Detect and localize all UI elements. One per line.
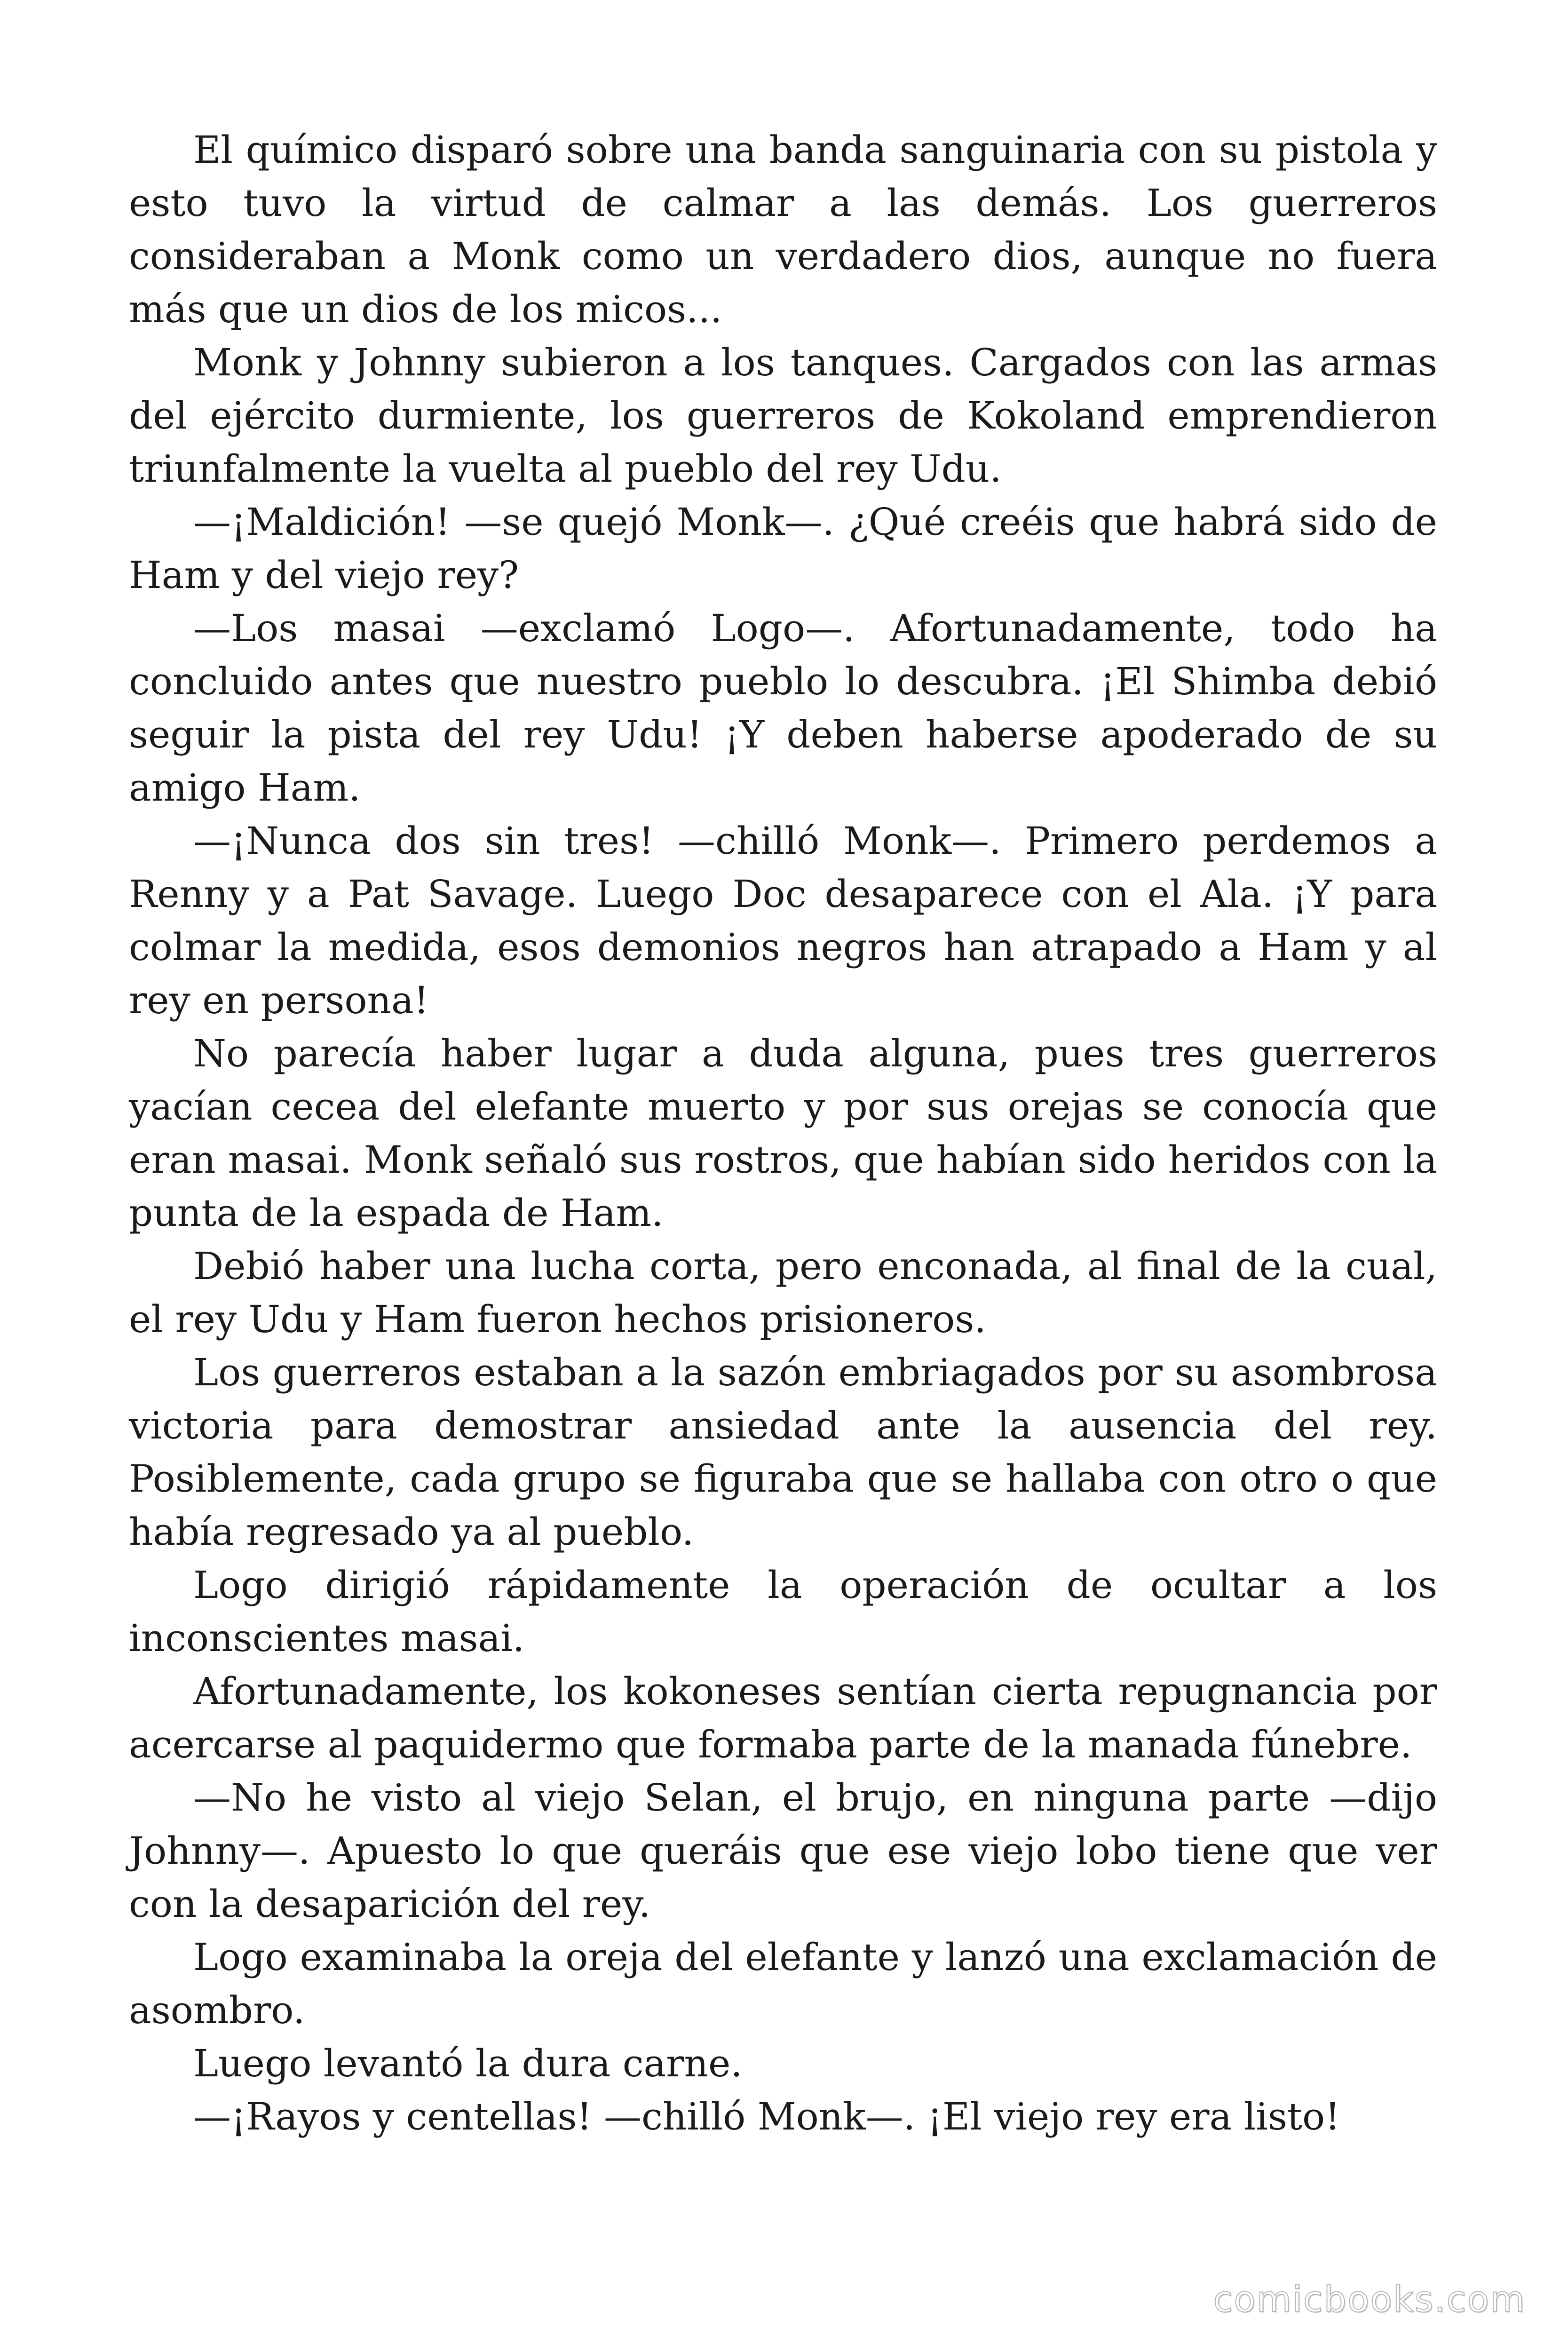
paragraph: —¡Nunca dos sin tres! —chilló Monk—. Primero perdemos a Renny y a Pat Savage. Luego Doc desaparece con el Ala. ¡Y para colmar la medida, esos demonios negros han atrapado a Ham y al rey en persona! [129, 819, 1437, 1022]
paragraph: Logo dirigió rápidamente la operación de ocultar a los inconscientes masai. [129, 1563, 1437, 1660]
paragraph: —¡Rayos y centellas! —chilló Monk—. ¡El viejo rey era listo! [193, 2095, 1340, 2138]
paragraph: —Los masai —exclamó Logo—. Afortunadamente, todo ha concluido antes que nuestro pueblo lo descubra. ¡El Shimba debió seguir la pista del rey Udu! ¡Y deben haberse apoderado de su amigo Ham. [129, 606, 1437, 810]
paragraph: Logo examinaba la oreja del elefante y lanzó una exclamación de asombro. [129, 1935, 1437, 2032]
watermark: comicbooks.com [1213, 2278, 1526, 2320]
paragraph: No parecía haber lugar a duda alguna, pues tres guerreros yacían cecea del elefante muerto y por sus orejas se conocía que eran masai. Monk señaló sus rostros, que habían sido heridos con la punta de la espada de Ham. [129, 1032, 1437, 1235]
paragraph: Luego levantó la dura carne. [193, 2042, 743, 2085]
paragraph: —No he visto al viejo Selan, el brujo, en ninguna parte —dijo Johnny—. Apuesto lo que queráis que ese viejo lobo tiene que ver con la desaparición del rey. [129, 1776, 1437, 1926]
paragraph: El químico disparó sobre una banda sanguinaria con su pistola y esto tuvo la virtud de calmar a las demás. Los guerreros consideraban a Monk como un verdadero dios, aunque no fuera más que un dios de los micos... [129, 128, 1437, 331]
paragraph: Debió haber una lucha corta, pero enconada, al final de la cual, el rey Udu y Ham fueron hechos prisioneros. [129, 1244, 1437, 1341]
paragraph: Monk y Johnny subieron a los tanques. Cargados con las armas del ejército durmiente, los guerreros de Kokoland emprendieron triunfalmente la vuelta al pueblo del rey Udu. [129, 341, 1437, 491]
body-text [129, 123, 1437, 2143]
paragraph: Los guerreros estaban a la sazón embriagados por su asombrosa victoria para demostrar ansiedad ante la ausencia del rey. Posiblemente, cada grupo se figuraba que se hallaba con otro o que había regresado ya al pueblo. [129, 1351, 1437, 1554]
paragraph: Afortunadamente, los kokoneses sentían cierta repugnancia por acercarse al paquidermo que formaba parte de la manada fúnebre. [129, 1669, 1437, 1766]
paragraph: —¡Maldición! —se quejó Monk—. ¿Qué creéis que habrá sido de Ham y del viejo rey? [129, 500, 1437, 597]
